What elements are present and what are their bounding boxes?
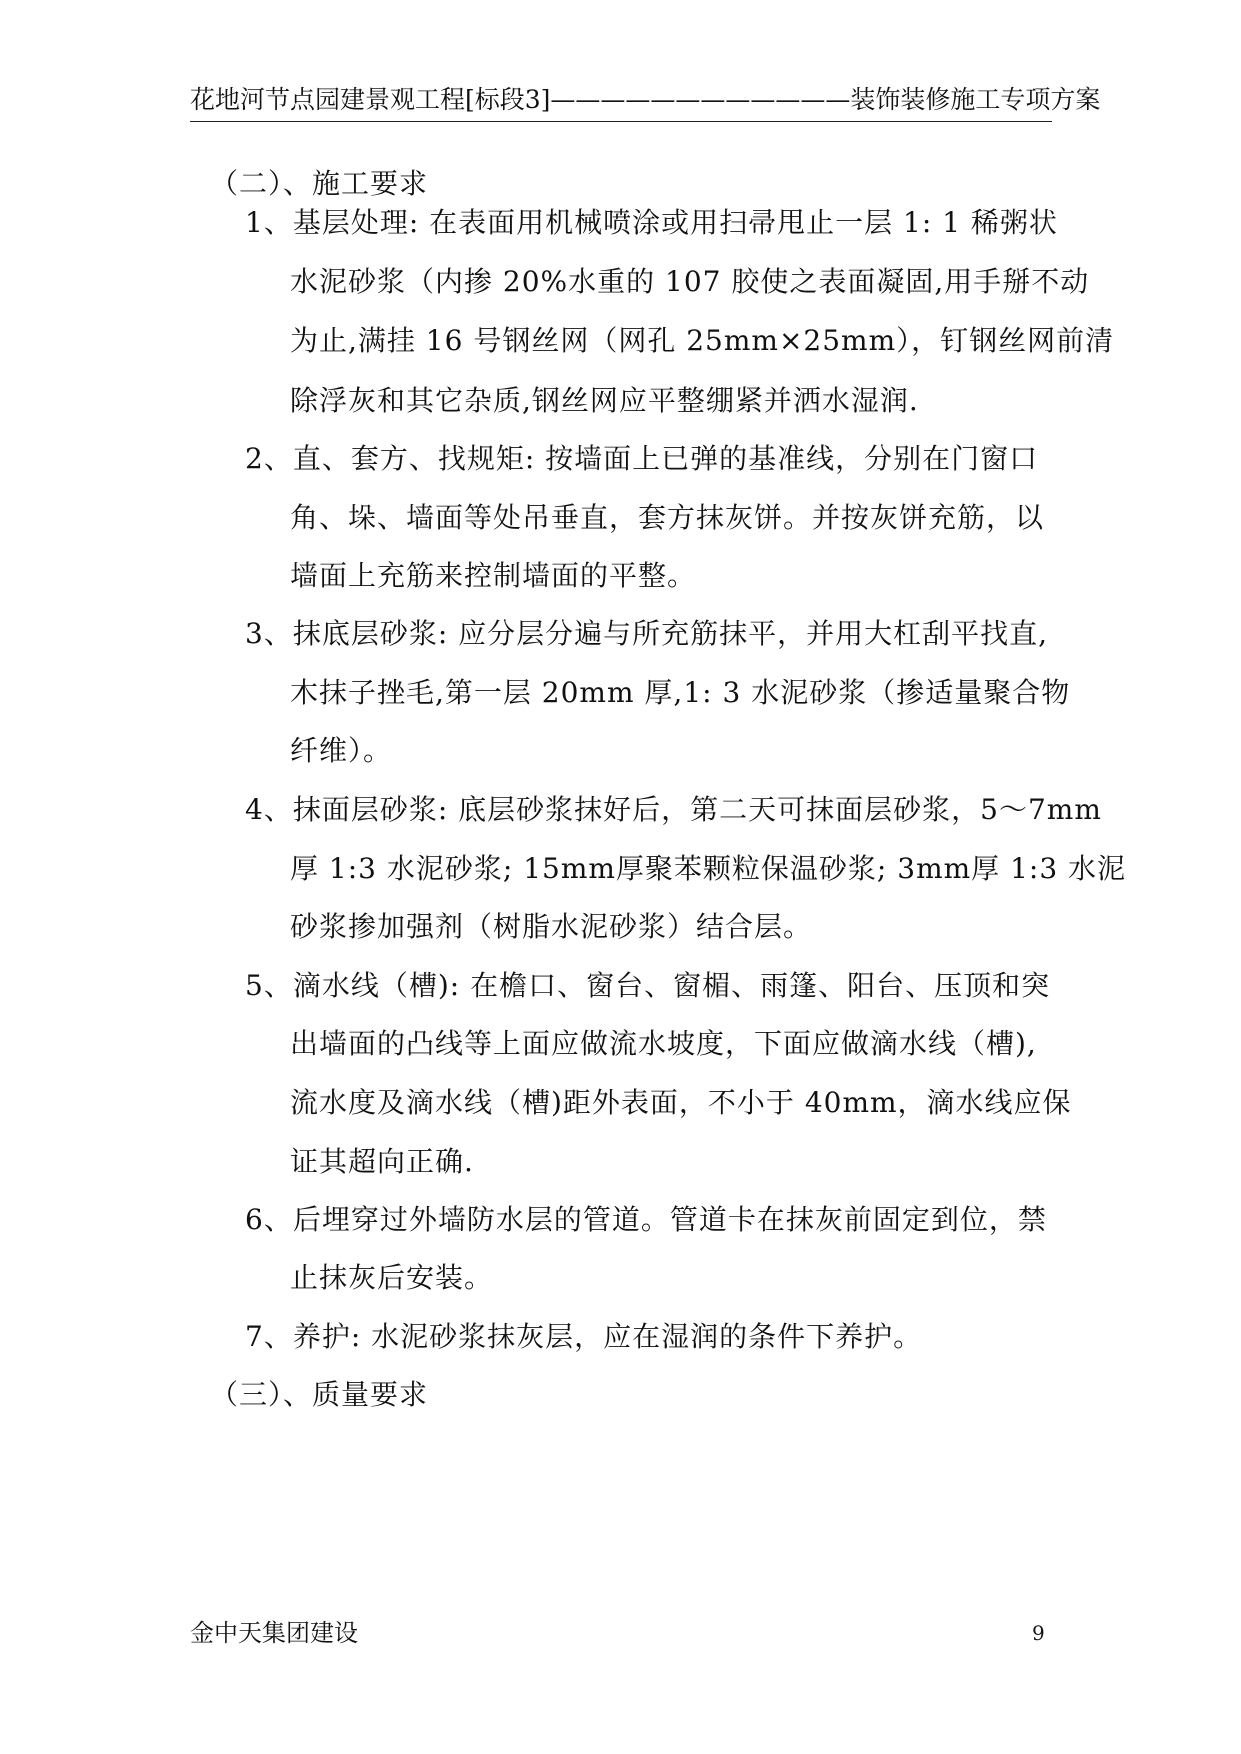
item-4-line-1: 4、抹面层砂浆: 底层砂浆抹好后，第二天可抹面层砂浆，5～7mm (245, 793, 1102, 826)
item-5-line-4: 证其超向正确. (290, 1145, 474, 1178)
item-6-line-1: 6、后埋穿过外墙防水层的管道。管道卡在抹灰前固定到位，禁 (245, 1203, 1047, 1236)
item-5-line-1: 5、滴水线（槽): 在檐口、窗台、窗楣、雨篷、阳台、压顶和突 (245, 969, 1051, 1002)
item-3-line-2: 木抹子挫毛,第一层 20mm 厚,1: 3 水泥砂浆（掺适量聚合物 (290, 676, 1071, 709)
page-header: 花地河节点园建景观工程[标段3]————————————装饰装修施工专项方案 (190, 85, 1101, 114)
section-heading-construction-requirements: （二）、施工要求 (210, 167, 429, 200)
footer-company-name: 金中天集团建设 (190, 1619, 358, 1647)
item-1-line-3: 为止,满挂 16 号钢丝网（网孔 25mm×25mm），钉钢丝网前清 (290, 324, 1115, 357)
page-number: 9 (1032, 1621, 1045, 1645)
item-4-line-3: 砂浆掺加强剂（树脂水泥砂浆）结合层。 (290, 910, 813, 943)
item-1-line-1: 1、基层处理: 在表面用机械喷涂或用扫帚甩止一层 1: 1 稀粥状 (245, 206, 1058, 239)
item-3-line-3: 纤维）。 (290, 734, 393, 767)
item-5-line-3: 流水度及滴水线（槽)距外表面，不小于 40mm，滴水线应保 (290, 1086, 1072, 1119)
item-7-line-1: 7、养护: 水泥砂浆抹灰层，应在湿润的条件下养护。 (245, 1320, 923, 1353)
item-2-line-2: 角、垛、墙面等处吊垂直，套方抹灰饼。并按灰饼充筋，以 (290, 501, 1045, 534)
item-1-line-4: 除浮灰和其它杂质,钢丝网应平整绷紧并洒水湿润. (290, 384, 919, 417)
item-1-line-2: 水泥砂浆（内掺 20%水重的 107 胶使之表面凝固,用手掰不动 (290, 265, 1090, 298)
section-heading-quality-requirements: （三）、质量要求 (210, 1378, 429, 1411)
header-divider (190, 121, 1052, 122)
item-6-line-2: 止抹灰后安装。 (290, 1261, 494, 1294)
item-3-line-1: 3、抹底层砂浆: 应分层分遍与所充筋抹平，并用大杠刮平找直, (245, 617, 1049, 650)
item-2-line-1: 2、直、套方、找规矩: 按墙面上已弹的基准线，分别在门窗口 (245, 442, 1039, 475)
item-2-line-3: 墙面上充筋来控制墙面的平整。 (290, 559, 697, 592)
item-5-line-2: 出墙面的凸线等上面应做流水坡度，下面应做滴水线（槽), (290, 1027, 1037, 1060)
item-4-line-2: 厚 1:3 水泥砂浆; 15mm厚聚苯颗粒保温砂浆; 3mm厚 1:3 水泥 (290, 852, 1127, 885)
